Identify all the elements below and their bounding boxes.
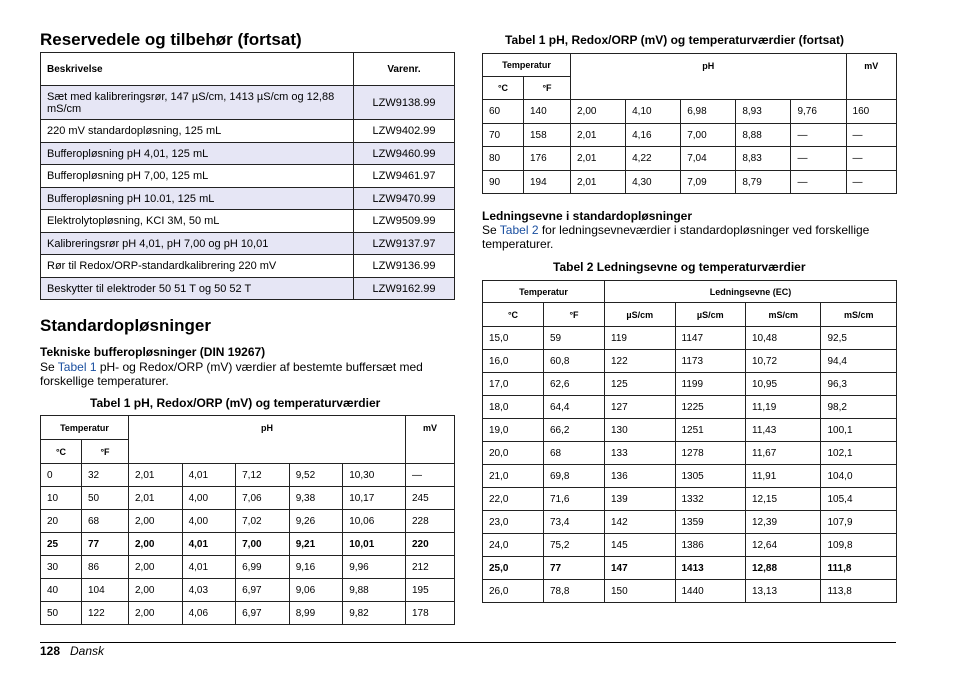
table-cell: 8,93	[736, 100, 791, 124]
column-header: mV	[846, 54, 896, 100]
table-cell: —	[846, 124, 896, 147]
table-cell: 10,48	[746, 327, 821, 350]
table-row	[41, 165, 455, 188]
column-header: Temperatur	[41, 416, 129, 440]
table-cell: 160	[846, 100, 896, 124]
table-row	[41, 143, 455, 165]
table-cell: 195	[405, 579, 454, 602]
table-cell: 9,16	[289, 556, 343, 579]
column-header: °C	[483, 303, 544, 327]
table-row	[41, 602, 455, 625]
table-cell: 69,8	[544, 465, 605, 488]
table-row	[41, 120, 455, 143]
table-cell: 11,67	[746, 442, 821, 465]
column-header: Beskrivelse	[41, 53, 354, 86]
paragraph	[40, 360, 455, 388]
table-cell: 2,00	[129, 579, 183, 602]
table-cell: 24,0	[483, 534, 544, 557]
table-cell: 1359	[675, 511, 746, 534]
table-cell: 11,43	[746, 419, 821, 442]
table-row	[41, 510, 455, 533]
table-cell: 9,76	[791, 100, 846, 124]
column-header: Temperatur	[483, 54, 571, 77]
column-header: Temperatur	[483, 281, 605, 303]
table-cell: 50	[82, 487, 129, 510]
table-cell: 7,09	[681, 171, 736, 194]
table-cell: 50	[41, 602, 82, 625]
table-cell: 10,72	[746, 350, 821, 373]
table-row	[41, 487, 455, 510]
table-cell: 80	[483, 147, 524, 171]
table-row	[483, 373, 897, 396]
table-cell: Bufferopløsning pH 7,00, 125 mL	[41, 165, 354, 188]
table-cell: 26,0	[483, 580, 544, 603]
table-cell: 1413	[675, 557, 746, 580]
table-cell: LZW9162.99	[354, 278, 455, 300]
table-cell: 8,79	[736, 171, 791, 194]
table-cell: 122	[605, 350, 676, 373]
table-cell: 1332	[675, 488, 746, 511]
table-cell: 60,8	[544, 350, 605, 373]
table-cell: 15,0	[483, 327, 544, 350]
table-cell: 8,88	[736, 124, 791, 147]
table-cell: 4,22	[626, 147, 681, 171]
column-header: mV	[405, 416, 454, 464]
table-cell: Sæt med kalibreringsrør, 147 µS/cm, 1413 µS/cm og 12,88 mS/cm	[41, 86, 354, 120]
table-row	[483, 442, 897, 465]
table-cell: 13,13	[746, 580, 821, 603]
table-cell: 32	[82, 464, 129, 487]
table-cell: 11,91	[746, 465, 821, 488]
table-cell: 9,26	[289, 510, 343, 533]
table-cell: 1278	[675, 442, 746, 465]
table-cell: 77	[544, 557, 605, 580]
table-cell: 7,00	[236, 533, 290, 556]
table-cell: 19,0	[483, 419, 544, 442]
table-cell: 66,2	[544, 419, 605, 442]
table-row	[483, 171, 897, 194]
table-link[interactable]: Tabel 1	[57, 360, 97, 374]
table-cell: 16,0	[483, 350, 544, 373]
table-cell: 2,00	[129, 556, 183, 579]
table-cell: 140	[524, 100, 571, 124]
table-cell: 9,96	[343, 556, 406, 579]
table-cell: 1173	[675, 350, 746, 373]
table-cell: —	[405, 464, 454, 487]
table-cell: 9,21	[289, 533, 343, 556]
table-cell: 158	[524, 124, 571, 147]
table-cell: 104	[82, 579, 129, 602]
table-cell: 40	[41, 579, 82, 602]
table-cell: 60	[483, 100, 524, 124]
table-cell: LZW9460.99	[354, 143, 455, 165]
table-cell: 4,01	[182, 556, 236, 579]
table-row	[483, 124, 897, 147]
table-cell: 245	[405, 487, 454, 510]
paragraph-text: for ledningsevneværdier i standardopløsninger ved forskellige temperaturer.	[482, 223, 870, 251]
table-cell: 18,0	[483, 396, 544, 419]
table-cell: 2,00	[571, 100, 626, 124]
table-cell: 7,02	[236, 510, 290, 533]
table-cell: —	[791, 147, 846, 171]
ph-table-continued	[482, 53, 897, 194]
table-cell: 11,19	[746, 396, 821, 419]
table-cell: 142	[605, 511, 676, 534]
table-cell: 25	[41, 533, 82, 556]
table-cell: Bufferopløsning pH 10.01, 125 mL	[41, 188, 354, 210]
table-cell: LZW9461.97	[354, 165, 455, 188]
table-cell: 9,82	[343, 602, 406, 625]
table-cell: 104,0	[821, 465, 897, 488]
table-cell: 4,01	[182, 533, 236, 556]
table-cell: 2,00	[129, 533, 183, 556]
table-caption: Tabel 1 pH, Redox/ORP (mV) og temperaturværdier	[90, 396, 381, 410]
table-cell: 75,2	[544, 534, 605, 557]
table-cell: 71,6	[544, 488, 605, 511]
table-cell: 7,00	[681, 124, 736, 147]
table-cell: 23,0	[483, 511, 544, 534]
parts-table	[40, 52, 455, 300]
table-row	[41, 255, 455, 278]
page-number: 128	[40, 644, 61, 658]
column-header: °F	[544, 303, 605, 327]
table-cell: 10,95	[746, 373, 821, 396]
table-cell: 17,0	[483, 373, 544, 396]
table-cell: 6,97	[236, 579, 290, 602]
table-cell: 4,30	[626, 171, 681, 194]
table-cell: 220 mV standardopløsning, 125 mL	[41, 120, 354, 143]
table-cell: 12,88	[746, 557, 821, 580]
column-header: µS/cm	[675, 303, 746, 327]
table-cell: 4,06	[182, 602, 236, 625]
table-cell: 7,12	[236, 464, 290, 487]
table-cell: 122	[82, 602, 129, 625]
table-cell: 1251	[675, 419, 746, 442]
table-cell: 7,04	[681, 147, 736, 171]
table-cell: LZW9137.97	[354, 233, 455, 255]
table-row	[483, 419, 897, 442]
table-cell: LZW9402.99	[354, 120, 455, 143]
table-cell: LZW9136.99	[354, 255, 455, 278]
table-cell: 2,01	[129, 464, 183, 487]
table-row	[483, 534, 897, 557]
table-cell: —	[791, 124, 846, 147]
paragraph-text: Se	[482, 223, 500, 237]
table-cell: 145	[605, 534, 676, 557]
table-link[interactable]: Tabel 2	[499, 223, 539, 237]
table-row	[41, 233, 455, 255]
table-cell: 228	[405, 510, 454, 533]
table-cell: 6,98	[681, 100, 736, 124]
table-cell: 9,06	[289, 579, 343, 602]
table-cell: 12,15	[746, 488, 821, 511]
table-cell: 10,01	[343, 533, 406, 556]
table-cell: 136	[605, 465, 676, 488]
table-cell: 30	[41, 556, 82, 579]
column-header: °F	[524, 77, 571, 100]
table-cell: 20,0	[483, 442, 544, 465]
paragraph-text: Se	[40, 360, 58, 374]
table-row	[41, 210, 455, 233]
table-cell: 4,00	[182, 510, 236, 533]
table-cell: 1199	[675, 373, 746, 396]
table-row	[41, 86, 455, 120]
table-cell: 25,0	[483, 557, 544, 580]
table-cell: Kalibreringsrør pH 4,01, pH 7,00 og pH 10,01	[41, 233, 354, 255]
table-row	[41, 533, 455, 556]
table-row	[483, 511, 897, 534]
table-cell: LZW9138.99	[354, 86, 455, 120]
table-row	[483, 557, 897, 580]
table-cell: 147	[605, 557, 676, 580]
column-header: Varenr.	[354, 53, 455, 86]
table-cell: 4,10	[626, 100, 681, 124]
table-row	[41, 556, 455, 579]
table-cell: 1305	[675, 465, 746, 488]
table-cell: 70	[483, 124, 524, 147]
table-cell: 0	[41, 464, 82, 487]
table-cell: 130	[605, 419, 676, 442]
table-cell: 194	[524, 171, 571, 194]
table-cell: 2,01	[571, 171, 626, 194]
table-cell: 220	[405, 533, 454, 556]
table-cell: Rør til Redox/ORP-standardkalibrering 220 mV	[41, 255, 354, 278]
table-cell: 4,00	[182, 487, 236, 510]
table-cell: 1386	[675, 534, 746, 557]
table-cell: 100,1	[821, 419, 897, 442]
table-cell: 2,01	[571, 147, 626, 171]
table-cell: 125	[605, 373, 676, 396]
table-caption: Tabel 2 Ledningsevne og temperaturværdier	[553, 260, 806, 274]
table-cell: 68	[82, 510, 129, 533]
paragraph-text: pH- og Redox/ORP (mV) værdier af bestemte buffersæt med forskellige temperaturer.	[40, 360, 423, 388]
table-cell: 4,01	[182, 464, 236, 487]
table-cell: 59	[544, 327, 605, 350]
table-cell: 109,8	[821, 534, 897, 557]
table-row	[41, 579, 455, 602]
table-cell: 12,64	[746, 534, 821, 557]
table-row	[41, 464, 455, 487]
column-header: pH	[571, 54, 847, 100]
table-row	[483, 100, 897, 124]
table-cell: LZW9509.99	[354, 210, 455, 233]
table-cell: 105,4	[821, 488, 897, 511]
table-cell: LZW9470.99	[354, 188, 455, 210]
column-header: mS/cm	[746, 303, 821, 327]
conductivity-table	[482, 280, 897, 603]
table-cell: 10,06	[343, 510, 406, 533]
table-cell: 10,17	[343, 487, 406, 510]
table-cell: 2,00	[129, 602, 183, 625]
table-cell: 7,06	[236, 487, 290, 510]
table-cell: Elektrolytopløsning, KCI 3M, 50 mL	[41, 210, 354, 233]
table-cell: 90	[483, 171, 524, 194]
table-cell: 2,01	[129, 487, 183, 510]
column-header: Ledningsevne (EC)	[605, 281, 897, 303]
table-row	[483, 147, 897, 171]
table-cell: Bufferopløsning pH 4,01, 125 mL	[41, 143, 354, 165]
table-cell: 4,03	[182, 579, 236, 602]
table-cell: 10	[41, 487, 82, 510]
section-heading: Standardopløsninger	[40, 316, 211, 335]
table-cell: 1225	[675, 396, 746, 419]
table-row	[483, 465, 897, 488]
table-caption: Tabel 1 pH, Redox/ORP (mV) og temperaturværdier (fortsat)	[505, 33, 844, 47]
table-cell: 9,88	[343, 579, 406, 602]
table-cell: —	[791, 171, 846, 194]
table-cell: —	[846, 171, 896, 194]
table-cell: 96,3	[821, 373, 897, 396]
table-cell: 21,0	[483, 465, 544, 488]
table-row	[483, 350, 897, 373]
table-cell: 10,30	[343, 464, 406, 487]
table-cell: 6,99	[236, 556, 290, 579]
table-cell: 176	[524, 147, 571, 171]
ph-table	[40, 415, 455, 625]
table-cell: 94,4	[821, 350, 897, 373]
table-cell: 139	[605, 488, 676, 511]
table-cell: 1440	[675, 580, 746, 603]
table-cell: 92,5	[821, 327, 897, 350]
table-cell: 8,99	[289, 602, 343, 625]
column-header: °F	[82, 440, 129, 464]
table-cell: 113,8	[821, 580, 897, 603]
table-cell: 77	[82, 533, 129, 556]
table-cell: 64,4	[544, 396, 605, 419]
table-cell: Beskytter til elektroder 50 51 T og 50 52 T	[41, 278, 354, 300]
table-cell: 20	[41, 510, 82, 533]
table-cell: 68	[544, 442, 605, 465]
table-cell: 2,01	[571, 124, 626, 147]
table-cell: 133	[605, 442, 676, 465]
table-cell: 107,9	[821, 511, 897, 534]
footer-language: Dansk	[70, 644, 105, 658]
table-cell: 2,00	[129, 510, 183, 533]
table-row	[41, 188, 455, 210]
table-cell: 150	[605, 580, 676, 603]
table-cell: 178	[405, 602, 454, 625]
table-cell: 12,39	[746, 511, 821, 534]
table-cell: 127	[605, 396, 676, 419]
table-cell: 86	[82, 556, 129, 579]
paragraph	[482, 223, 897, 251]
table-cell: 212	[405, 556, 454, 579]
table-cell: 119	[605, 327, 676, 350]
table-row	[41, 278, 455, 300]
table-row	[483, 580, 897, 603]
subheading: Ledningsevne i standardopløsninger	[482, 209, 693, 223]
table-cell: 102,1	[821, 442, 897, 465]
footer-divider	[40, 642, 896, 643]
table-cell: 22,0	[483, 488, 544, 511]
table-cell: 8,83	[736, 147, 791, 171]
table-row	[483, 488, 897, 511]
table-cell: 6,97	[236, 602, 290, 625]
page-heading: Reservedele og tilbehør (fortsat)	[40, 30, 302, 49]
table-cell: 78,8	[544, 580, 605, 603]
table-cell: 9,52	[289, 464, 343, 487]
subheading: Tekniske bufferopløsninger (DIN 19267)	[40, 345, 266, 359]
table-cell: 4,16	[626, 124, 681, 147]
table-cell: 98,2	[821, 396, 897, 419]
column-header: °C	[483, 77, 524, 100]
column-header: µS/cm	[605, 303, 676, 327]
table-row	[483, 396, 897, 419]
table-cell: 62,6	[544, 373, 605, 396]
table-row	[483, 327, 897, 350]
column-header: °C	[41, 440, 82, 464]
table-cell: 111,8	[821, 557, 897, 580]
table-cell: 9,38	[289, 487, 343, 510]
column-header: pH	[129, 416, 406, 464]
table-cell: —	[846, 147, 896, 171]
table-cell: 73,4	[544, 511, 605, 534]
column-header: mS/cm	[821, 303, 897, 327]
table-cell: 1147	[675, 327, 746, 350]
